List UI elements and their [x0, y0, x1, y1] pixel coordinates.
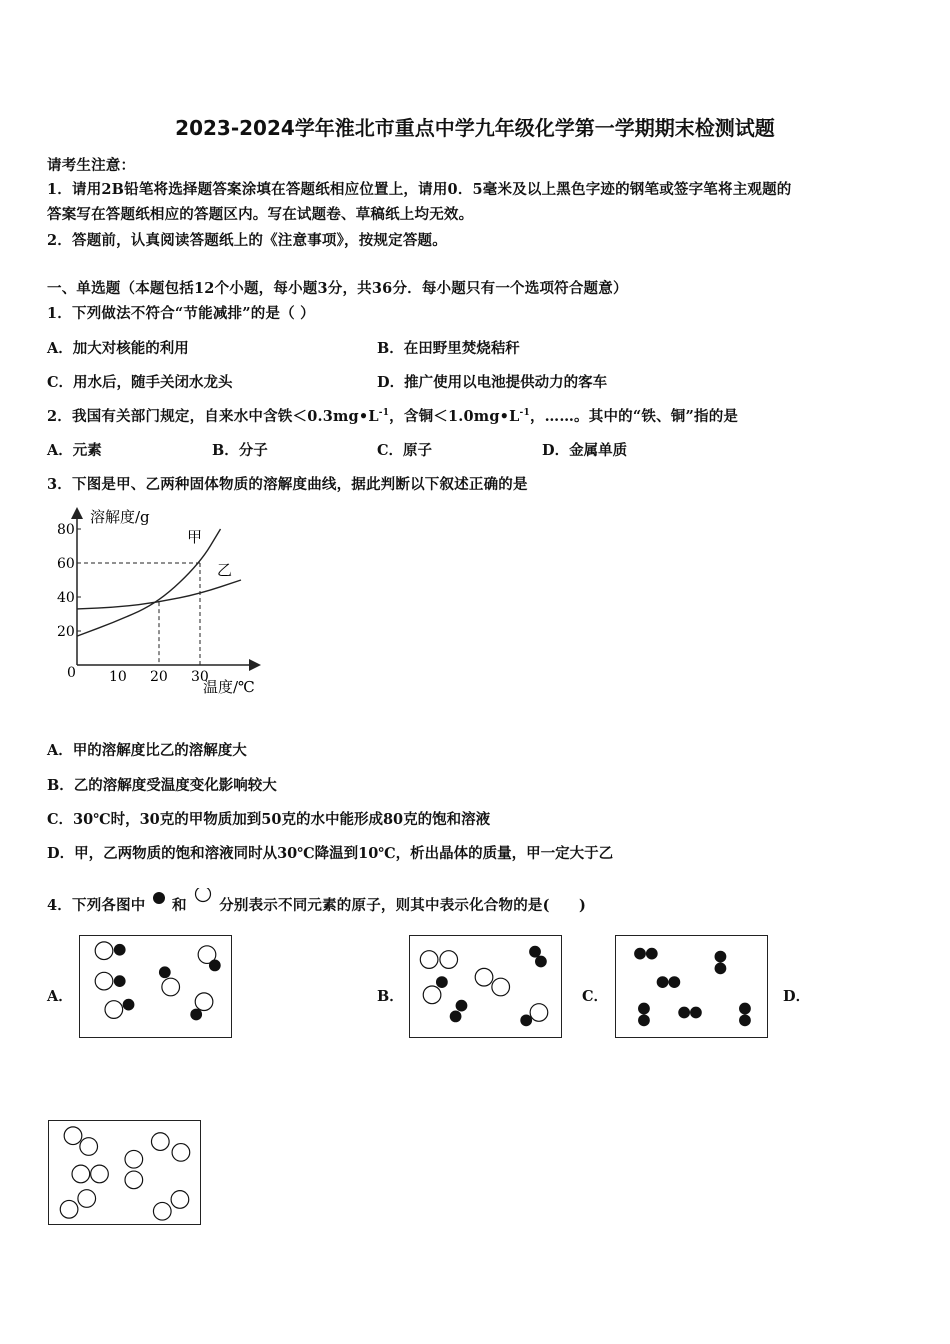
q4-label-b: B． [377, 988, 404, 1005]
y-tick-label: 40 [57, 590, 75, 606]
q1-stem: 1．下列做法不符合“节能减排”的是（ ） [47, 305, 315, 322]
q4-label-c: C． [582, 988, 609, 1005]
q4-stem-post: 分别表示不同元素的原子，则其中表示化合物的是( ) [219, 897, 587, 914]
q4-stem [47, 888, 586, 915]
q4-label-a: A． [47, 988, 73, 1005]
q1-option-c: C．用水后，随手关闭水龙头 [47, 374, 233, 391]
x-tick-label: 10 [109, 669, 127, 685]
q3-option-c: C．30℃时，30克的甲物质加到50克的水中能形成80克的饱和溶液 [47, 811, 491, 828]
q2-stem-pre: 2．我国有关部门规定，自来水中含铁＜0.3mg•L [47, 408, 379, 425]
q2-option-b: B．分子 [212, 442, 268, 459]
notice-heading: 请考生注意： [47, 157, 136, 174]
q2-stem [47, 405, 738, 426]
q2-option-c: C．原子 [377, 442, 433, 459]
q4-stem-mid: 和 [172, 897, 187, 914]
q2-option-a: A．元素 [47, 442, 102, 459]
q4-stem-pre: 4．下列各图中 [47, 897, 146, 914]
series-label-yi: 乙 [217, 561, 233, 579]
y-axis-label: 溶解度/g [90, 508, 150, 526]
white-atom-icon [192, 888, 214, 908]
molecule-diagram-d [48, 1120, 201, 1225]
notice-line-2: 2．答题前，认真阅读答题纸上的《注意事项》，按规定答题。 [47, 232, 447, 249]
x-axis-label: 温度/℃ [203, 678, 255, 696]
q3-option-b: B．乙的溶解度受温度变化影响较大 [47, 777, 277, 794]
notice-line-1a: 1．请用2B铅笔将选择题答案涂填在答题纸相应位置上，请用0．5毫米及以上黑色字迹的钢笔或签字笔将主观题的 [47, 181, 792, 198]
page-title: 2023-2024学年淮北市重点中学九年级化学第一学期期末检测试题 [175, 116, 775, 140]
molecule-diagram-a [79, 935, 232, 1038]
notice-line-1b: 答案写在答题纸相应的答题区内。写在试题卷、草稿纸上均无效。 [47, 206, 474, 223]
black-atom-icon [151, 892, 167, 912]
q1-option-b: B．在田野里焚烧秸秆 [377, 340, 520, 357]
q2-unit-exponent-2: -1 [519, 408, 530, 419]
q1-option-d: D．推广使用以电池提供动力的客车 [377, 374, 608, 391]
series-label-jia: 甲 [187, 528, 203, 546]
molecule-diagram-c [615, 935, 768, 1038]
q2-stem-post: ，……。其中的“铁、铜”指的是 [529, 408, 739, 425]
q2-stem-mid: ，含铜＜1.0mg•L [389, 408, 520, 425]
x-tick-label: 20 [150, 669, 168, 685]
y-tick-label: 60 [57, 556, 75, 572]
x-tick-label: 0 [67, 665, 76, 681]
q2-option-d: D．金属单质 [542, 442, 628, 459]
y-tick-label: 80 [57, 522, 75, 538]
q1-option-a: A．加大对核能的利用 [47, 340, 189, 357]
molecule-diagram-b [409, 935, 562, 1038]
q3-stem: 3．下图是甲、乙两种固体物质的溶解度曲线，据此判断以下叙述正确的是 [47, 476, 528, 493]
q3-option-a: A．甲的溶解度比乙的溶解度大 [47, 742, 247, 759]
section-heading: 一、单选题（本题包括12个小题，每小题3分，共36分．每小题只有一个选项符合题意） [47, 280, 628, 297]
solubility-chart [40, 500, 280, 705]
x-tick-label: 30 [191, 669, 209, 685]
q3-option-d: D．甲，乙两物质的饱和溶液同时从30℃降温到10℃，析出晶体的质量，甲一定大于乙 [47, 845, 614, 862]
y-tick-label: 20 [57, 624, 75, 640]
q4-label-d: D． [783, 988, 811, 1005]
q2-unit-exponent-1: -1 [378, 408, 390, 419]
